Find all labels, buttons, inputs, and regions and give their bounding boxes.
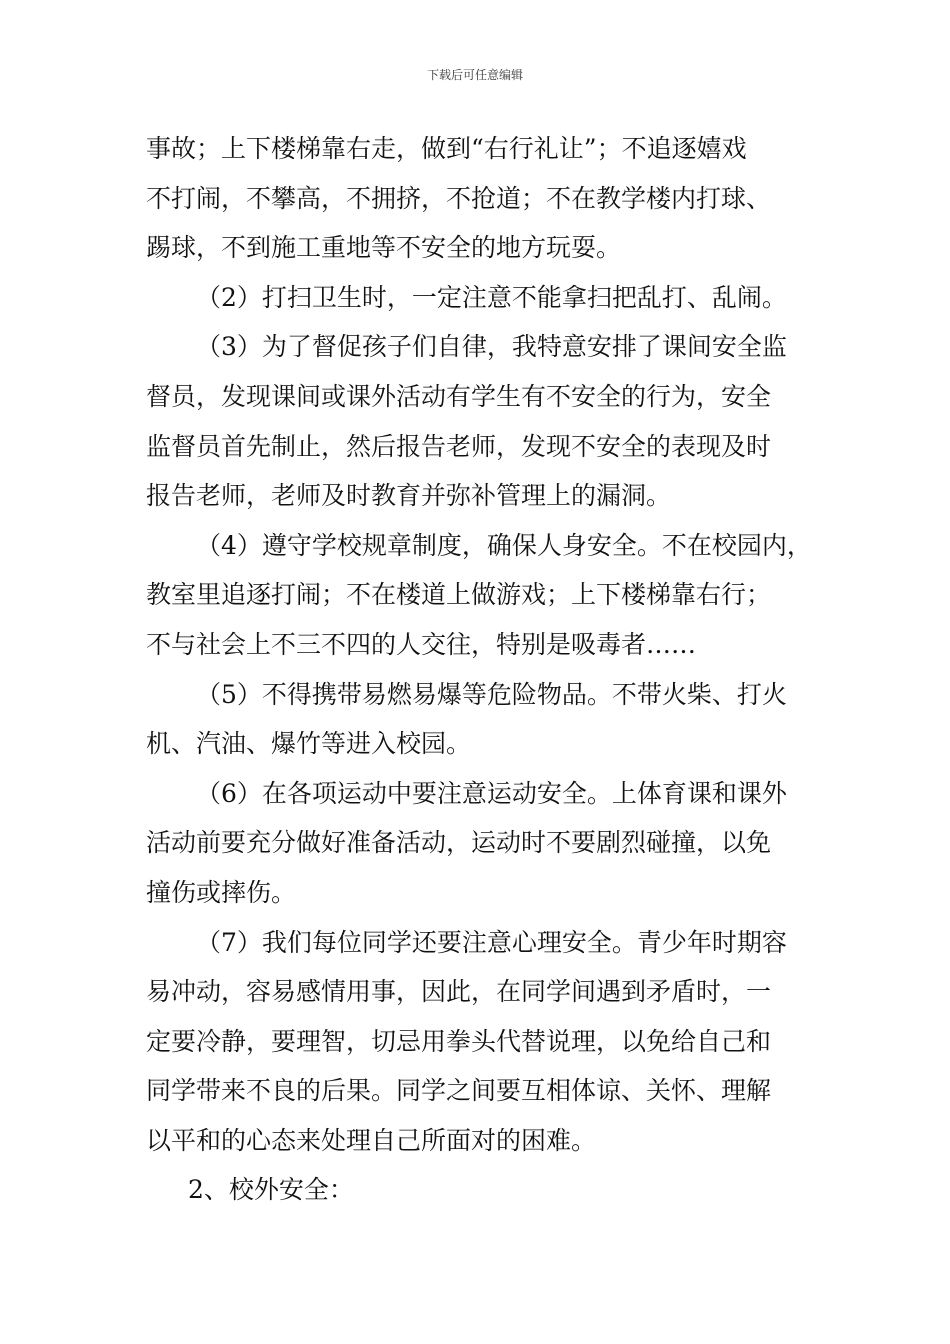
text-line: 定要冷静，要理智，切忌用拳头代替说理，以免给自己和 bbox=[146, 1026, 772, 1056]
text-line: 监督员首先制止，然后报告老师，发现不安全的表现及时 bbox=[146, 431, 772, 461]
text-line: 撞伤或摔伤。 bbox=[146, 877, 297, 907]
text-line: 机、汽油、爆竹等进入校园。 bbox=[146, 729, 472, 759]
paragraph-item-4 bbox=[146, 521, 822, 670]
text-line: 易冲动，容易感情用事，因此，在同学间遇到矛盾时，一 bbox=[146, 977, 772, 1007]
paragraph-item-2 bbox=[146, 273, 822, 323]
text-line: （7）我们每位同学还要注意心理安全。青少年时期容 bbox=[196, 927, 787, 957]
paragraph-continuation bbox=[146, 124, 822, 273]
text-line: 活动前要充分做好准备活动，运动时不要剧烈碰撞，以免 bbox=[146, 828, 772, 858]
text-line: 事故；上下楼梯靠右走，做到“右行礼让”；不追逐嬉戏 bbox=[146, 134, 747, 163]
text-line: （6）在各项运动中要注意运动安全。上体育课和课外 bbox=[196, 778, 787, 808]
text-line: 不打闹，不攀高，不拥挤，不抢道；不在教学楼内打球、 bbox=[146, 183, 772, 213]
paragraph-item-7 bbox=[146, 918, 822, 1166]
page-header: 下载后可任意编辑 bbox=[426, 68, 523, 82]
text-line: （4）遵守学校规章制度，确保人身安全。不在校园内， bbox=[196, 530, 812, 560]
paragraph-item-5 bbox=[146, 670, 822, 769]
document-body bbox=[146, 124, 822, 1215]
text-line: 同学带来不良的后果。同学之间要互相体谅、关怀、理解 bbox=[146, 1076, 772, 1106]
text-line: （5）不得携带易燃易爆等危险物品。不带火柴、打火 bbox=[196, 679, 787, 709]
text-line: 踢球，不到施工重地等不安全的地方玩耍。 bbox=[146, 233, 622, 263]
section-heading-off-campus-safety bbox=[146, 1165, 822, 1215]
text-line: 教室里追逐打闹；不在楼道上做游戏；上下楼梯靠右行； bbox=[146, 580, 772, 610]
text-line: 2、校外安全： bbox=[188, 1175, 354, 1205]
text-line: 以平和的心态来处理自己所面对的困难。 bbox=[146, 1125, 597, 1155]
text-line: 不与社会上不三不四的人交往，特别是吸毒者…… bbox=[146, 629, 697, 659]
paragraph-item-3 bbox=[146, 322, 822, 520]
paragraph-item-6 bbox=[146, 769, 822, 918]
text-line: （2）打扫卫生时，一定注意不能拿扫把乱打、乱闹。 bbox=[196, 282, 787, 312]
text-line: 报告老师，老师及时教育并弥补管理上的漏洞。 bbox=[146, 481, 672, 511]
text-line: 督员，发现课间或课外活动有学生有不安全的行为，安全 bbox=[146, 381, 772, 411]
text-line: （3）为了督促孩子们自律，我特意安排了课间安全监 bbox=[196, 332, 787, 362]
